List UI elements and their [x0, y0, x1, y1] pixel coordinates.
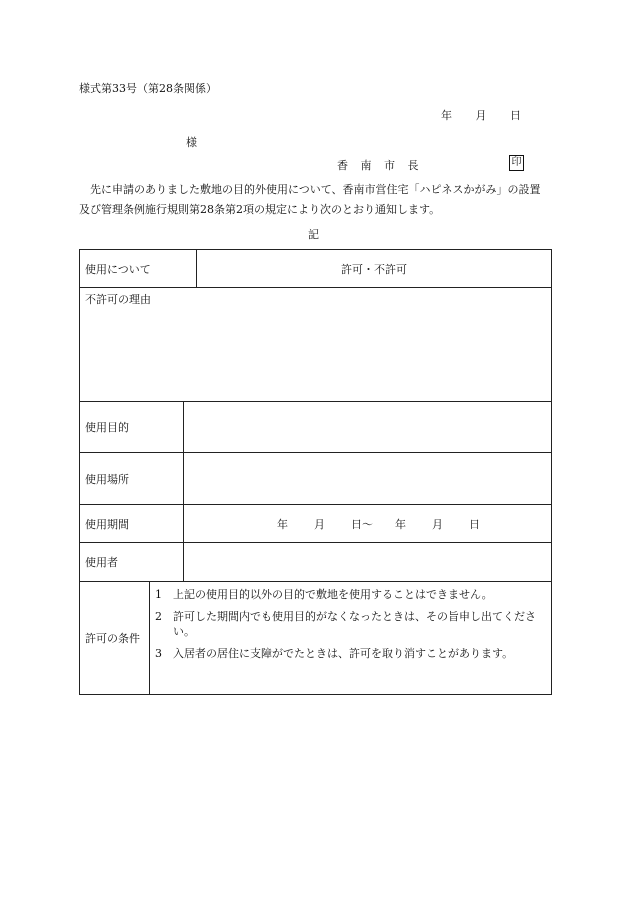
recipient-suffix: 様	[186, 136, 197, 149]
period-row	[80, 505, 552, 543]
form-number: 様式第33号（第28条関係）	[79, 82, 217, 95]
user-label: 使用者	[80, 543, 184, 582]
issuer-char: 市	[384, 159, 395, 172]
period-end-day: 日	[469, 517, 480, 531]
period-start-month: 月	[314, 517, 325, 531]
denial-reason-label: 不許可の理由	[85, 293, 151, 306]
date-month: 月	[475, 109, 487, 122]
location-label: 使用場所	[80, 453, 184, 505]
denial-reason-row	[80, 288, 552, 402]
usage-label: 使用について	[80, 250, 197, 288]
condition-number: 3	[155, 647, 162, 660]
date-line	[441, 107, 521, 123]
condition-text: 許可した期間内でも使用目的がなくなったときは、その旨申し出てください。	[173, 610, 536, 638]
condition-item	[155, 587, 546, 602]
conditions-cell	[150, 582, 552, 695]
issuer-char: 長	[407, 159, 419, 172]
purpose-row	[80, 402, 552, 453]
issuer-char: 南	[360, 159, 372, 172]
purpose-label: 使用目的	[80, 402, 184, 453]
usage-value: 許可・不許可	[197, 250, 552, 288]
condition-item	[155, 646, 546, 661]
user-value	[184, 543, 552, 582]
condition-item	[155, 609, 546, 639]
condition-text: 入居者の居住に支障がでたときは、許可を取り消すことがあります。	[173, 647, 514, 660]
period-end-month: 月	[432, 517, 443, 531]
notice-body: 先に申請のありました敷地の目的外使用について、香南市営住宅「ハピネスかがみ」の設置及び管理条例施行規則第28条第2項の規定により次のとおり通知します。	[79, 183, 541, 216]
condition-text: 上記の使用目的以外の目的で敷地を使用することはできません。	[173, 588, 493, 601]
period-start-day: 日～	[351, 517, 373, 531]
issuer	[337, 157, 422, 173]
conditions-row	[80, 582, 552, 695]
seal-mark: 印	[509, 155, 524, 171]
conditions-list	[155, 587, 546, 661]
period-value	[184, 505, 552, 543]
period-start-year: 年	[277, 517, 288, 531]
ki-heading: 記	[308, 228, 319, 241]
purpose-value	[184, 402, 552, 453]
conditions-label: 許可の条件	[80, 582, 150, 695]
period-label: 使用期間	[80, 505, 184, 543]
condition-number: 2	[155, 610, 162, 623]
period-end-year: 年	[395, 517, 406, 531]
date-day: 日	[510, 109, 521, 122]
location-row	[80, 453, 552, 505]
location-value	[184, 453, 552, 505]
user-row	[80, 543, 552, 582]
date-year: 年	[441, 109, 452, 122]
issuer-char: 香	[337, 159, 348, 172]
record-table	[79, 249, 552, 695]
denial-reason-cell	[80, 288, 552, 402]
usage-row	[80, 250, 552, 288]
condition-number: 1	[155, 588, 162, 601]
